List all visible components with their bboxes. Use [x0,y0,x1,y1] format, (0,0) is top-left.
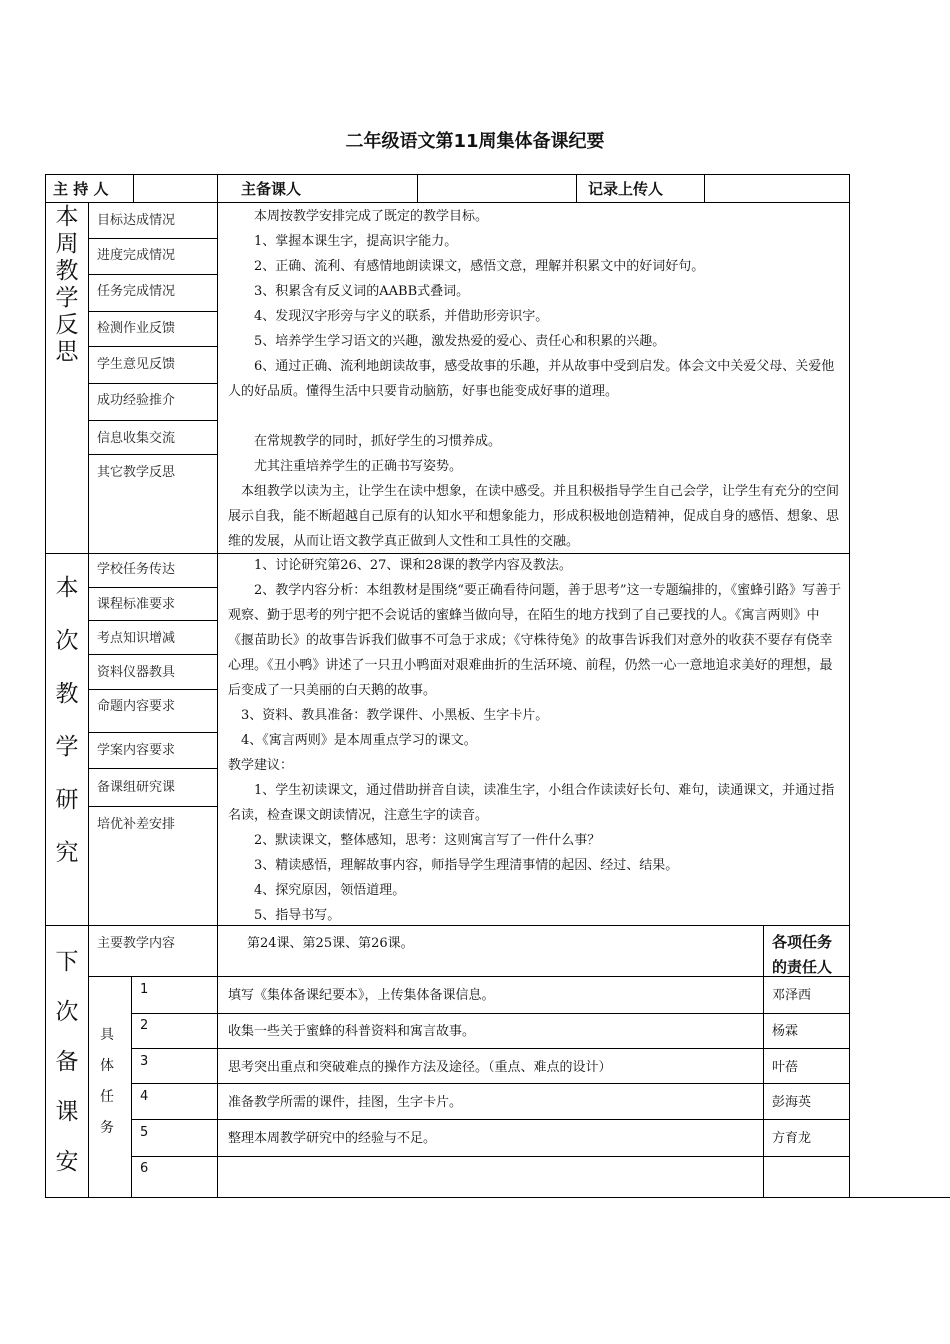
task-person: 邓泽西 [772,988,812,1003]
main-content-label: 主要教学内容 [97,936,176,951]
task-person: 叶蓓 [772,1060,799,1075]
task-person: 彭海英 [772,1095,812,1110]
reflection-line: 3、积累含有反义词的AABB式叠词。 [254,284,470,299]
reflection-item: 任务完成情况 [97,284,176,299]
task-text: 准备教学所需的课件，挂图，生字卡片。 [228,1095,463,1110]
research-item: 命题内容要求 [97,699,176,714]
reflection-item: 检测作业反馈 [97,321,176,336]
reflection-content [228,204,842,554]
research-line: 1、学生初读课文，通过借助拼音自读，读准生字，小组合作读读好长句、难句，读通课文，并通过指名读，检查课文朗读情况，注意生字的读音。 [228,783,835,823]
reflection-item: 目标达成情况 [97,213,176,228]
reflection-item: 成功经验推介 [97,393,176,408]
research-item: 学案内容要求 [97,743,176,758]
task-text: 思考突出重点和突破难点的操作方法及途径。（重点、难点的设计） [228,1060,612,1075]
task-text: 整理本周教学研究中的经验与不足。 [228,1131,437,1146]
research-item: 培优补差安排 [97,817,176,832]
research-line: 3、精读感悟，理解故事内容，师指导学生理清事情的起因、经过、结果。 [254,858,679,873]
reflection-line: 6、通过正确、流利地朗读故事，感受故事的乐趣，并从故事中受到启发。体会文中关爱父母、关爱他人的好品质。懂得生活中只要肯动脑筋，好事也能变成好事的道理。 [228,359,835,399]
task-person: 杨霖 [772,1024,799,1039]
task-number: 2 [140,1018,149,1033]
task-number: 4 [140,1089,149,1104]
reflection-line: 2、正确、流利、有感情地朗读课文，感悟文意，理解并积累文中的好词好句。 [254,259,705,274]
reflection-section-label: 本周教学反思 [55,204,79,365]
reflection-line: 本周按教学安排完成了既定的教学目标。 [254,209,489,224]
research-line: 2、教学内容分析：本组教材是围绕“要正确看待问题，善于思考”这一专题编排的，《蜜蜂引路》写善于观察、勤于思考的列宁把不会说话的蜜蜂当做向导，在陌生的地方找到了自己要找的人。《寓言两则》中《揠苗助长》的故事告诉我们做事不可急于求成；《守株待兔》的故事告诉我们对意外的收获不要存有侥幸心理。《丑小鸭》讲述了一只丑小鸭面对艰难曲折的生活环境、前程，仍然一心一意地追求美好的理想，最后变成了一只美丽的白天鹅的故事。 [228,583,842,698]
research-line: 教学建议： [228,758,294,773]
main-content-value: 第24课、第25课、第26课。 [247,936,414,951]
reflection-line: 尤其注重培养学生的正确书写姿势。 [254,459,463,474]
research-item: 课程标准要求 [97,597,176,612]
research-line: 4、探究原因，领悟道理。 [254,883,406,898]
reflection-line: 5、培养学生学习语文的兴趣，激发热爱的爱心、责任心和积累的兴趣。 [254,334,666,349]
research-line: 3、资料、教具准备：教学课件、小黑板、生字卡片。 [241,708,549,723]
research-line: 5、指导书写。 [254,908,341,923]
responsible-label: 各项任务的责任人 [772,933,833,976]
research-content [228,553,842,928]
task-text: 填写《集体备课纪要本》，上传集体备课信息。 [228,988,495,1003]
task-person: 方育龙 [772,1131,812,1146]
task-text: 收集一些关于蜜蜂的科普资料和寓言故事。 [228,1024,476,1039]
task-number: 3 [140,1054,149,1069]
task-number: 1 [140,982,149,997]
reflection-item: 进度完成情况 [97,248,176,263]
lead-teacher-label: 主备课人 [241,180,302,198]
research-item: 学校任务传达 [97,562,176,577]
research-section-label: 本次教学研究 [55,575,79,866]
host-label: 主 持 人 [53,180,109,198]
specific-tasks-label: 具体任务 [100,1027,114,1136]
reflection-item: 其它教学反思 [97,465,176,480]
task-number: 5 [140,1125,149,1140]
reflection-line: 1、掌握本课生字，提高识字能力。 [254,234,458,249]
next-section-label: 下次备课安 [55,949,79,1175]
research-item: 资料仪器教具 [97,665,176,680]
task-number: 6 [140,1161,149,1176]
recorder-label: 记录上传人 [588,180,664,198]
reflection-item: 学生意见反馈 [97,357,176,372]
page-title: 二年级语文第11周集体备课纪要 [345,131,605,152]
research-line: 1、讨论研究第26、27、课和28课的教学内容及教法。 [254,558,572,573]
reflection-line: 4、发现汉字形旁与字义的联系，并借助形旁识字。 [254,309,549,324]
reflection-line: 在常规教学的同时，抓好学生的习惯养成。 [254,434,502,449]
research-line: 4、《寓言两则》是本周重点学习的课文。 [241,733,477,748]
reflection-line: 本组教学以读为主，让学生在读中想象，在读中感受。并且积极指导学生自己会学，让学生有充分的空间展示自我，能不断超越自己原有的认知水平和想象能力，形成积极地创造精神，促成自身的感悟、想象、思维的发展，从而让语文教学真正做到人文性和工具性的交融。 [228,484,840,549]
research-item: 考点知识增减 [97,631,176,646]
reflection-item: 信息收集交流 [97,431,176,446]
research-line: 2、默读课文，整体感知，思考：这则寓言写了一件什么事？ [254,833,601,848]
research-item: 备课组研究课 [97,780,176,795]
